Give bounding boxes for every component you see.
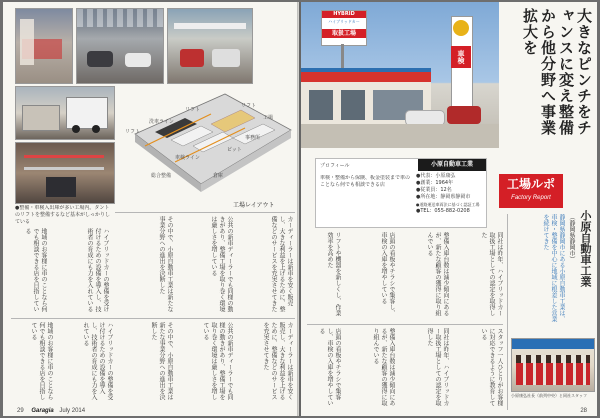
right-column-5: スタッフ一人ひとりがお客様に対応できるように教育している [480, 328, 503, 406]
company-location: （静岡県静岡市） [568, 214, 575, 262]
layout-label-lift3: リフト [241, 103, 257, 109]
left-column-1: カーディーラーは新車を安く販売し、大きな利益を上げるために、整備などのサービスを充実させてきた [270, 216, 293, 312]
layout-label-pit: ピット [227, 147, 242, 153]
right-page [301, 2, 597, 416]
left-column-6: カーディーラーは新車を安く販売し、大きな利益を上げるために、整備などのサービスを充実させてきた [262, 322, 293, 400]
right-footer [580, 408, 587, 414]
section-title: 工場ルポ [506, 177, 555, 191]
photo-staff [511, 338, 595, 392]
photo-storefront [301, 2, 499, 148]
headline: 大きなピンチをチャンスに変え整備から他分野へ事業拡大を [521, 8, 593, 136]
left-page [3, 2, 299, 416]
left-column-8: その中で、小原自動車工業は新たな事業分野への進出を決断した [150, 322, 173, 400]
left-column-4: ハイブリッドカーの整備を受け付けるための設備を導入し、技術者の育成にも力を入れている [86, 228, 109, 312]
hybrid-sign-shop: 取扱工場 [322, 29, 366, 38]
layout-title: 工場レイアウト [233, 202, 275, 209]
right-page-number: 28 [580, 408, 587, 414]
hybrid-sign-sub: ハイブリッドカー [328, 19, 360, 24]
photo-workshop-interior [76, 8, 164, 84]
intro-column: 静岡県静岡市にある小原自動車工業は、車検・整備を中心に地域に根差した営業を続けてきた [542, 214, 565, 322]
hybrid-sign [321, 10, 367, 46]
company-profile-box [315, 158, 487, 228]
left-divider-bottom [11, 318, 295, 319]
left-column-7: 公共の新車ディーラーでも同様の動きがあり、整備工場を取り巻く環境は厳しさを増している [202, 322, 233, 400]
layout-label-factory: 工場 [263, 115, 274, 121]
left-column-5: 地域のお客様に車のことなら何でも相談できる店を目指している [24, 228, 47, 312]
profile-title: 小原自動車工業 [418, 159, 486, 171]
layout-label-lift2: リフト [125, 129, 141, 135]
right-divider [307, 324, 503, 325]
left-column-9: ハイブリッドカーの整備を受け付けるための設備を導入し、技術者の育成にも力を入れている [82, 322, 113, 400]
factory-report-banner [499, 174, 563, 208]
right-column-3: 店頭の看板やチラシで集客し、車検の入庫を増やしている [380, 232, 395, 316]
layout-diagram-svg [115, 84, 299, 210]
right-column-7: 整備入庫台数は減少傾向にあるが、新たな顧客の獲得に取り組んでいる [372, 328, 395, 406]
profile-note: 車検・整備から保険、板金塗装まで車のことなら何でも相談できる店 [320, 175, 411, 188]
right-column-4: リフトや機器を新しくし、作業効率を高めた [326, 232, 341, 316]
left-column-2: 公共の新車ディーラーでも同様の動きがあり、整備工場を取り巻く環境は厳しさを増している [210, 216, 233, 312]
profile-lines [416, 173, 484, 215]
right-column-2: 整備入庫台数は減少傾向にあるが、新たな顧客の獲得に取り組んでいる [426, 232, 449, 316]
profile-line: ●所在地：静岡県静岡市 [416, 194, 471, 200]
photo-trucks [15, 86, 115, 140]
photo-caption: ●整備・車検入出庫が多い工場内。タントのリフトを整備するなど基本がしっかりしている [15, 205, 111, 225]
factory-layout-diagram [115, 84, 299, 210]
layout-label-general: 総合整備 [151, 173, 172, 179]
profile-label: プロフィール [320, 163, 350, 169]
layout-label-office: 事務所 [245, 135, 261, 141]
left-page-number: 29 [17, 408, 24, 414]
layout-label-storage: 倉庫 [213, 173, 224, 179]
profile-line: ●道路運送車両法に基づく認証工場 [416, 202, 480, 207]
left-divider [115, 212, 295, 213]
issue-date: July 2014 [59, 408, 86, 414]
left-column-3: その中で、小原自動車工業は新たな事業分野への進出を決断した [158, 216, 173, 312]
profile-line: ●創業：1964年 [416, 180, 454, 186]
profile-line: ●代表：小原康弘 [416, 173, 456, 179]
layout-label-inspection: 車検ライン [175, 155, 200, 161]
right-rule [507, 214, 508, 410]
left-column-10: 地域のお客様に車のことなら何でも相談できる店を目指している [30, 322, 53, 400]
hybrid-sign-title: HYBRID [322, 11, 366, 18]
layout-label-wash: 洗車ライン [149, 119, 174, 125]
right-column-6: 同社は昨年、ハイブリッドカー取扱工場としての認定を取得した [426, 328, 449, 406]
right-column-8: 店頭の看板やチラシで集客し、車検の入庫を増やしている [318, 328, 341, 406]
section-subtitle: Factory Report [511, 195, 551, 201]
photo-service-area [167, 8, 253, 84]
company-name: 小原自動車工業 [579, 210, 592, 287]
photo-workshop-tools [15, 142, 115, 204]
inspection-sign: 車検 [451, 46, 471, 68]
profile-line: ●従業員：12名 [416, 187, 452, 193]
profile-line: ●TEL：055-882-0208 [416, 208, 470, 214]
staff-caption: 小原康弘社長（前列中央）と同社スタッフ [511, 393, 587, 398]
layout-label-lift1: リフト [185, 107, 201, 113]
photo-garage-bay [15, 8, 73, 84]
left-footer [17, 408, 85, 414]
magazine-name: Garagia [31, 408, 54, 414]
right-column-1: 同社は昨年、ハイブリッドカー取扱工場としての認定を取得した [480, 232, 503, 316]
